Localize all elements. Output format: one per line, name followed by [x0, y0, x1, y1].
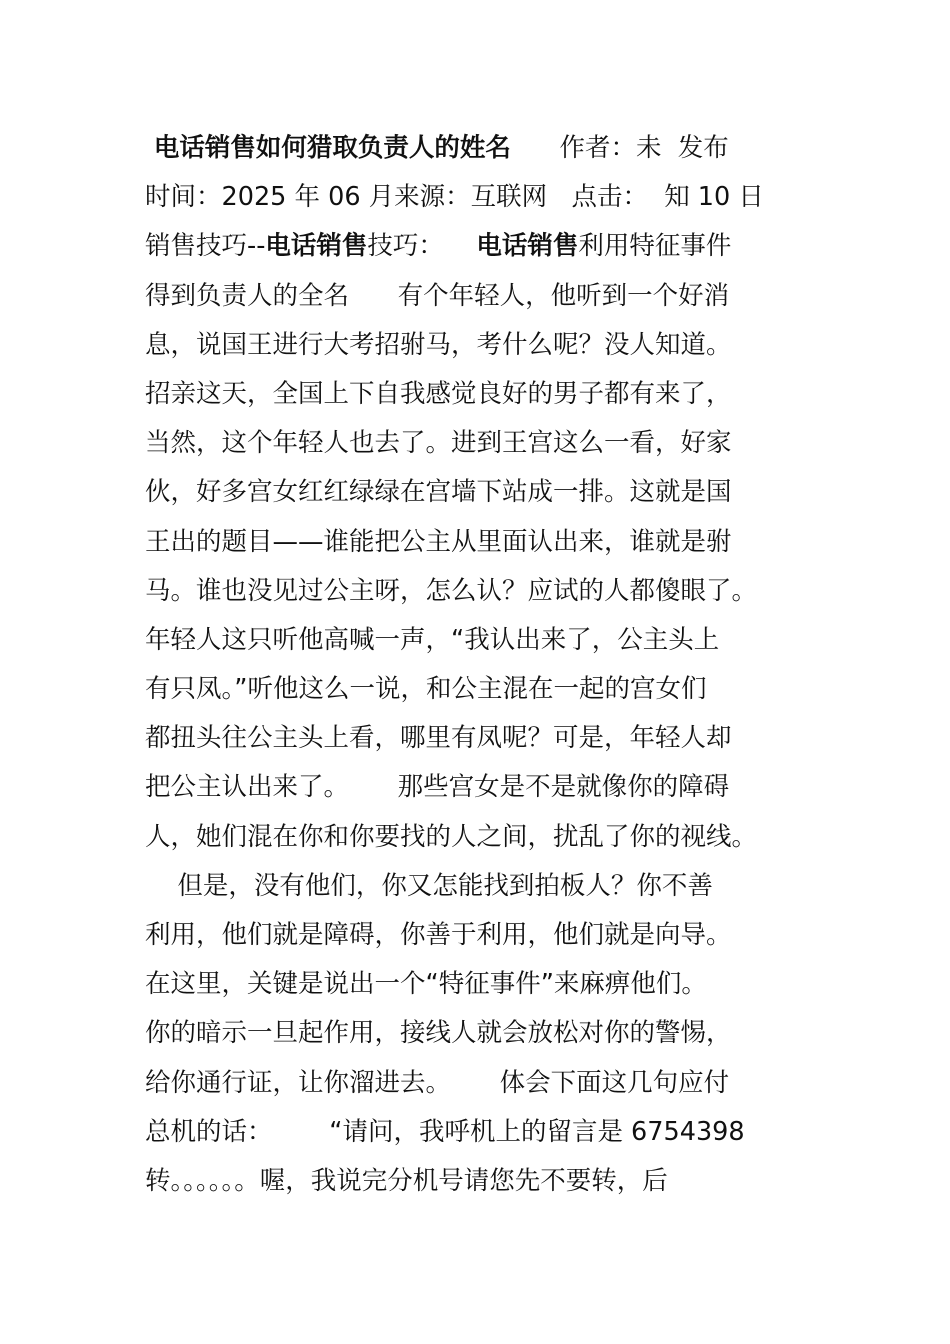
text-line [145, 321, 825, 370]
article-body [145, 124, 825, 1206]
text-segment: 时间：2025 年 06 月来源：互联网 点击： 知 10 日 [145, 182, 764, 213]
text-segment: 伙，好多宫女红红绿绿在宫墙下站成一排。这就是国 [145, 477, 732, 508]
text-line [145, 468, 825, 517]
text-segment: 年轻人这只听他高喊一声，“我认出来了，公主头上 [145, 624, 720, 655]
text-segment: 你的暗示一旦起作用，接线人就会放松对你的警惕， [145, 1018, 732, 1049]
text-segment: 在这里，关键是说出一个“特征事件”来麻痹他们。 [145, 969, 707, 1000]
text-line [145, 1059, 825, 1108]
text-segment: 当然，这个年轻人也去了。进到王宫这么一看，好家 [145, 428, 732, 459]
text-line [145, 124, 825, 173]
text-line [145, 714, 825, 763]
text-segment: 转。。。。。。喔，我说完分机号请您先不要转，后 [145, 1165, 668, 1196]
text-line [145, 665, 825, 714]
text-segment: 都扭头往公主头上看，哪里有凤呢？可是，年轻人却 [145, 723, 732, 754]
text-segment: 技巧： [367, 231, 477, 262]
text-segment: 作者：未 发布 [510, 133, 729, 163]
text-segment: 得到负责人的全名 有个年轻人，他听到一个好消 [145, 280, 730, 311]
text-line [145, 813, 825, 862]
text-segment: 利用，他们就是障碍，你善于利用，他们就是向导。 [145, 920, 732, 950]
text-segment: 马。谁也没见过公主呀，怎么认？应试的人都傻眼了。 [145, 575, 758, 606]
text-line [145, 1157, 825, 1206]
text-line [145, 419, 825, 468]
text-line [145, 763, 825, 812]
text-segment: 利用特征事件 [578, 231, 732, 262]
text-segment: 给你通行证，让你溜进去。 体会下面这几句应付 [145, 1067, 730, 1098]
text-segment: 销售技巧-- [145, 231, 266, 262]
text-line [145, 518, 825, 567]
text-line [145, 222, 825, 271]
text-line [145, 173, 825, 222]
text-segment: 但是，没有他们，你又怎能找到拍板人？你不善 [145, 870, 713, 901]
text-segment: 息，说国王进行大考招驸马，考什么呢？没人知道。 [145, 329, 732, 360]
text-segment: 人，她们混在你和你要找的人之间，扰乱了你的视线。 [145, 821, 758, 852]
text-line [145, 911, 825, 960]
bold-text-segment: 电话销售 [476, 231, 579, 262]
bold-text-segment: 电话销售如何猎取负责人的姓名 [145, 133, 511, 163]
text-segment: 总机的话： “请问，我呼机上的留言是 6754398 [145, 1116, 745, 1147]
text-line [145, 862, 825, 911]
text-line [145, 1108, 825, 1157]
text-line [145, 616, 825, 665]
text-line [145, 960, 825, 1009]
bold-text-segment: 电话销售 [265, 231, 368, 262]
text-segment: 把公主认出来了。 那些宫女是不是就像你的障碍 [145, 772, 730, 803]
text-line [145, 370, 825, 419]
text-line [145, 1009, 825, 1058]
text-segment: 有只凤。”听他这么一说，和公主混在一起的宫女们 [145, 674, 707, 705]
text-segment: 招亲这天，全国上下自我感觉良好的男子都有来了， [145, 378, 732, 409]
text-line [145, 272, 825, 321]
text-segment: 王出的题目——谁能把公主从里面认出来，谁就是驸 [145, 526, 732, 557]
text-line [145, 567, 825, 616]
